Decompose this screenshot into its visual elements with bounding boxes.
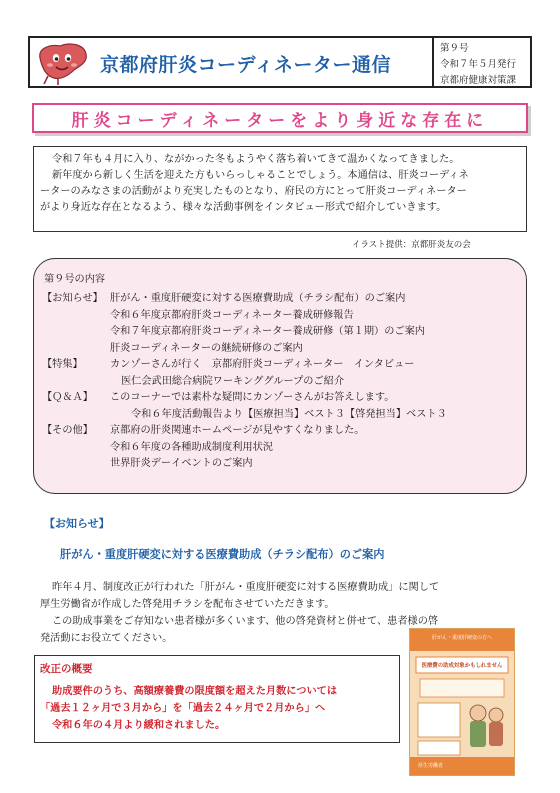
contents-heading: 第９号の内容 bbox=[44, 274, 106, 285]
contents-item: このコーナーでは素朴な疑問にカンゾーさんがお答えします。 bbox=[110, 392, 395, 403]
issue-number: 第９号 bbox=[440, 43, 469, 54]
notice-body-line: 厚生労働省が作成した啓発用チラシを配布させていただきます。 bbox=[40, 599, 335, 610]
contents-item: 医仁会武田総合病院ワーキンググループのご紹介 bbox=[121, 375, 345, 387]
liver-mascot-icon bbox=[34, 40, 90, 86]
contents-item: 世界肝炎デーイベントのご案内 bbox=[110, 458, 253, 469]
flyer-thumbnail bbox=[409, 628, 515, 776]
contents-tag: 【その他】 bbox=[42, 425, 93, 436]
notice-body-line: この助成事業をご存知ない患者様が多くいます、他の啓発資材と併せて、患者様の啓 bbox=[52, 616, 439, 627]
revision-heading: 改正の概要 bbox=[40, 663, 93, 675]
notice-title: 肝がん・重度肝硬変に対する医療費助成（チラシ配布）のご案内 bbox=[60, 548, 385, 561]
intro-line: 令和７年も４月に入り、ながかった冬もようやく落ち着いてきて温かくなってきました。 bbox=[52, 154, 460, 165]
intro-line: ーターのみなさまの活動がより充実したものとなり、府民の方にとって肝炎コーディネーター bbox=[40, 186, 467, 197]
notice-body-line: 発活動にお役立てください。 bbox=[40, 633, 173, 644]
intro-line: がより身近な存在となるよう、様々な活動事例をインタビュー形式で紹介していきます。 bbox=[40, 202, 447, 213]
flyer-headline: 医療費の助成対象かもしれません bbox=[421, 663, 503, 669]
issue-date: 令和７年５月発行 bbox=[440, 59, 517, 70]
notice-body-line: 昨年４月、制度改正が行われた「肝がん・重度肝硬変に対する医療費助成」に関して bbox=[52, 582, 440, 593]
revision-line: 令和６年の４月より緩和されました。 bbox=[52, 720, 226, 731]
contents-item: 肝炎コーディネーターの継続研修のご案内 bbox=[110, 342, 303, 354]
contents-item: 京都府の肝炎関連ホームページが見やすくなりました。 bbox=[110, 425, 365, 436]
revision-line: 助成要件のうち、高額療養費の限度額を超えた月数については bbox=[52, 686, 338, 697]
illustration-credit: イラスト提供：京都肝炎友の会 bbox=[352, 240, 471, 250]
publisher: 京都府健康対策課 bbox=[440, 75, 517, 86]
revision-line: 「過去１２ヶ月で３月から」を「過去２４ヶ月で２月から」へ bbox=[40, 703, 326, 714]
flyer-bottom-text: 厚生労働省 bbox=[418, 763, 444, 769]
intro-line: 新年度から新しく生活を迎えた方もいらっしゃることでしょう。本通信は、肝炎コーディネ bbox=[52, 170, 469, 181]
contents-item: 令和７年度京都府肝炎コーディネーター養成研修（第１期）のご案内 bbox=[110, 326, 425, 337]
notice-heading: 【お知らせ】 bbox=[44, 517, 110, 530]
banner-text: 肝炎コーディネーターをより身近な存在に bbox=[71, 111, 489, 131]
contents-tag: 【Ｑ＆Ａ】 bbox=[42, 392, 93, 403]
contents-item: 令和６年度の各種助成制度利用状況 bbox=[110, 441, 273, 453]
flyer-illustration bbox=[410, 629, 514, 775]
contents-tag: 【お知らせ】 bbox=[42, 293, 103, 304]
contents-item: カンゾーさんが行く 京都府肝炎コーディネーター インタビュー bbox=[110, 359, 415, 370]
contents-item: 令和６年度京都府肝炎コーディネーター養成研修報告 bbox=[110, 309, 354, 321]
contents-tag: 【特集】 bbox=[42, 359, 83, 370]
contents-item: 肝がん・重度肝硬変に対する医療費助成（チラシ配布）のご案内 bbox=[110, 293, 406, 304]
flyer-top-text: 肝がん・重度肝硬変の方へ bbox=[431, 635, 492, 641]
contents-item: 令和６年度活動報告より【医療担当】ベスト３【啓発担当】ベスト３ bbox=[131, 408, 447, 420]
newsletter-title: 京都府肝炎コーディネーター通信 bbox=[100, 54, 391, 76]
